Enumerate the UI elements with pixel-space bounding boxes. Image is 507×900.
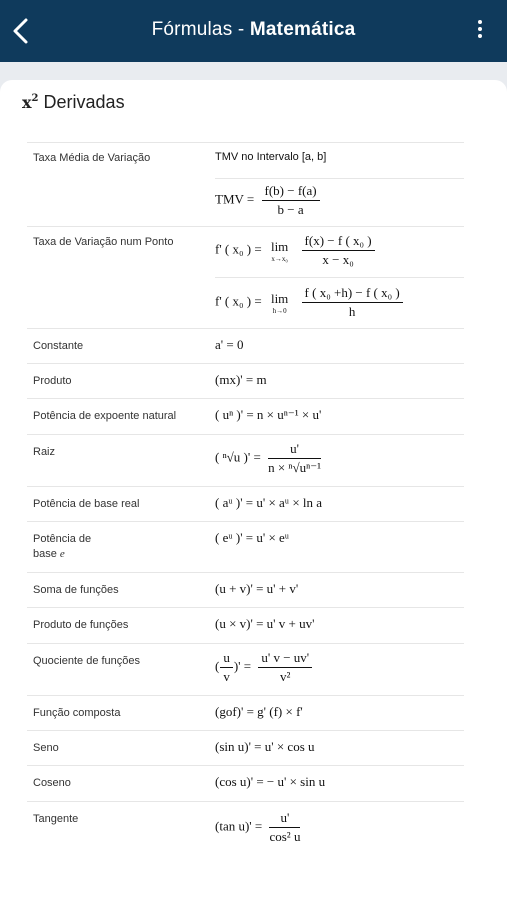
superscript-icon: $x^2$ bbox=[22, 93, 39, 112]
formula-row bbox=[27, 226, 464, 328]
formula-row bbox=[27, 572, 464, 607]
row-divider bbox=[215, 178, 464, 179]
formula-row bbox=[27, 434, 464, 486]
formula-expression: ( eᵘ )' = u' × eᵘ bbox=[215, 530, 290, 545]
formula-expression: (tan u)' = $\frac{u'}{\text{cos² u}}$ bbox=[215, 810, 301, 844]
row-divider bbox=[215, 277, 464, 278]
formula-expression: (cos u)' = − u' × sin u bbox=[215, 774, 326, 789]
formula-row bbox=[27, 695, 464, 730]
formula-label: Seno bbox=[33, 742, 59, 754]
formula-expression: (sin u)' = u' × cos u bbox=[215, 739, 315, 754]
formula-row bbox=[27, 398, 464, 434]
formula-expression: a' = 0 bbox=[215, 337, 244, 352]
formula-expression: ( uⁿ )' = n × uⁿ⁻¹ × u' bbox=[215, 407, 322, 422]
formula-row bbox=[27, 730, 464, 765]
formula-expression: (gof)' = g' (f) × f' bbox=[215, 704, 303, 719]
formula-label: Potência de expoente natural bbox=[33, 410, 177, 422]
formula-label: Taxa Média de Variação bbox=[33, 152, 151, 164]
section-title: Derivadas bbox=[43, 92, 125, 112]
formula-label: Potência de base real bbox=[33, 498, 140, 510]
page-title: Fórmulas - Matemática bbox=[151, 19, 356, 40]
formula-row bbox=[27, 607, 464, 643]
formula-expression: ( aᵘ )' = u' × aᵘ × ln a bbox=[215, 495, 323, 510]
formula-expression: f' ( x₀ ) = lim x→x₀ $\frac{\text{f(x) − f ( x₀ )}}{\text{x − x₀}}$ bbox=[215, 233, 379, 268]
formula-label: Quociente de funções bbox=[33, 655, 141, 667]
formula-expression: f' ( x₀ ) = lim h→0 $\frac{\text{f ( x₀ +h) − f ( x₀ )}}{h}$ bbox=[215, 285, 407, 320]
formula-row bbox=[27, 801, 464, 857]
formula-expression: (u + v)' = u' + v' bbox=[215, 581, 299, 596]
formula-label: Constante bbox=[33, 340, 84, 352]
formula-expression: TMV = $\frac{f(b) - f(a)}{b - a}$ bbox=[215, 183, 324, 218]
formula-label: Função composta bbox=[33, 707, 121, 719]
formula-label: Produto bbox=[33, 375, 72, 387]
more-vert-icon[interactable] bbox=[475, 20, 485, 42]
app-bar bbox=[0, 0, 507, 62]
formula-label: Raiz bbox=[33, 446, 56, 458]
formula-expression: ( ⁿ√u )' = $\frac{u'}{\text{n × ⁿ√uⁿ⁻¹}}$ bbox=[215, 441, 321, 475]
formula-label: Tangente bbox=[33, 813, 79, 825]
formula-label: Coseno bbox=[33, 777, 71, 789]
formula-row bbox=[27, 521, 464, 572]
formula-text: TMV no Intervalo [a, b] bbox=[215, 151, 327, 163]
formula-row bbox=[27, 765, 464, 801]
formula-label: Potência de base e bbox=[33, 533, 92, 560]
formula-expression: (mx)' = m bbox=[215, 372, 267, 387]
formula-row bbox=[27, 486, 464, 521]
formula-label: Soma de funções bbox=[33, 584, 119, 596]
formula-label: Produto de funções bbox=[33, 619, 129, 631]
formula-row bbox=[27, 363, 464, 398]
formula-row bbox=[27, 643, 464, 695]
formula-label: Taxa de Variação num Ponto bbox=[33, 236, 174, 248]
section-header bbox=[22, 92, 125, 113]
formula-row bbox=[27, 142, 464, 226]
formula-expression: ( $\frac{u}{v}$ )' = $\frac{u' v - uv'}{\text{v²}}$ bbox=[215, 650, 316, 685]
content-card bbox=[0, 80, 507, 900]
formula-expression: (u × v)' = u' v + uv' bbox=[215, 616, 315, 631]
formula-row bbox=[27, 328, 464, 363]
